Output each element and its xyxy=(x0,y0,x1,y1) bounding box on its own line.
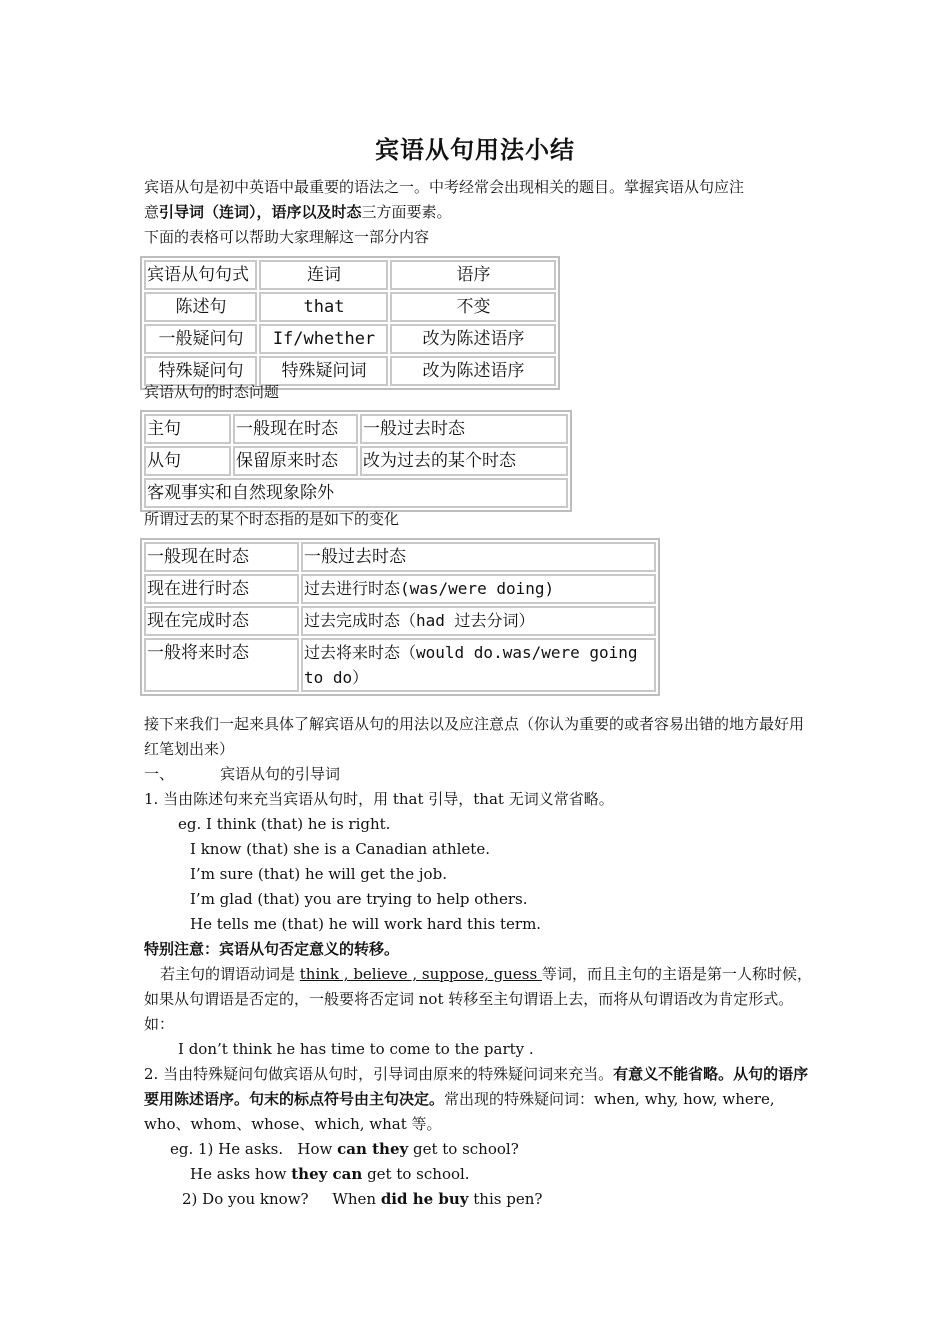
intro-line1: 宾语从句是初中英语中最重要的语法之一。中考经常会出现相关的题目。掌握宾语从句应注 xyxy=(144,178,745,196)
next-paragraph: 接下来我们一起来具体了解宾语从句的用法以及应注意点（你认为重要的或者容易出错的地方最好用红笔划出来） xyxy=(144,715,805,758)
example-text: this pen? xyxy=(468,1190,543,1208)
intro-line2-suffix: 三方面要素。 xyxy=(361,203,452,221)
example-line xyxy=(182,1187,542,1212)
example-bold: did he buy xyxy=(380,1190,469,1208)
table-cell: 改为陈述语序 xyxy=(390,356,556,386)
table-row xyxy=(144,292,556,322)
page-title: 宾语从句用法小结 xyxy=(375,135,575,164)
table-cell: 连词 xyxy=(259,260,388,290)
table-cell: 一般疑问句 xyxy=(144,324,257,354)
table-cell: 保留原来时态 xyxy=(233,446,358,476)
table-cell: that xyxy=(259,292,388,322)
special-note-text: 特别注意：宾语从句否定意义的转移。 xyxy=(144,940,400,958)
table-cell: 一般现在时态 xyxy=(144,542,299,572)
transfer-example: I don’t think he has time to come to the party . xyxy=(178,1040,534,1058)
transfer-prefix: 若主句的谓语动词是 xyxy=(160,965,300,983)
table-row xyxy=(144,260,556,290)
table-cell: 现在进行时态 xyxy=(144,574,299,604)
example-bold: can they xyxy=(337,1140,409,1158)
example-text: He asks how xyxy=(190,1165,292,1183)
table-row xyxy=(144,638,656,692)
table-cell: 一般过去时态 xyxy=(360,414,568,444)
conjunction-table xyxy=(140,256,560,390)
intro-line3: 下面的表格可以帮助大家理解这一部分内容 xyxy=(144,228,430,246)
example-line: He tells me (that) he will work hard this term. xyxy=(190,915,542,933)
table-cell: 语序 xyxy=(390,260,556,290)
section1-number: 一、 xyxy=(144,765,175,783)
example-text: get to school. xyxy=(362,1165,470,1183)
point2-paragraph xyxy=(144,1062,812,1137)
tense-change-table xyxy=(140,538,660,696)
point1-text: 1. 当由陈述句来充当宾语从句时，用 that 引导，that 无词义常省略。 xyxy=(144,790,614,808)
section1-heading xyxy=(144,762,340,787)
table-cell: 特殊疑问句 xyxy=(144,356,257,386)
table-cell: 客观事实和自然现象除外 xyxy=(144,478,568,508)
example-line: I’m glad (that) you are trying to help others. xyxy=(190,890,528,908)
change-caption: 所谓过去的某个时态指的是如下的变化 xyxy=(144,510,400,528)
example-text: get to school? xyxy=(408,1140,519,1158)
table-cell: 过去进行时态(was/were doing) xyxy=(301,574,656,604)
example-line xyxy=(170,1137,519,1162)
table-cell: 特殊疑问词 xyxy=(259,356,388,386)
transfer-suffix: 等词，而且主句的主语是第一人称时候，如果从句谓语是否定的，一般要将否定词 not 转移至主句谓语上去，而将从句谓语改为肯定形式。如： xyxy=(144,965,812,1033)
example-text: 2) Do you know? When xyxy=(182,1190,381,1208)
example-line xyxy=(190,1162,470,1187)
table-cell: 宾语从句句式 xyxy=(144,260,257,290)
example-line: I’m sure (that) he will get the job. xyxy=(190,865,447,883)
table-cell: If/whether xyxy=(259,324,388,354)
table-row xyxy=(144,606,656,636)
table-row xyxy=(144,324,556,354)
table-cell: 过去完成时态（had 过去分词） xyxy=(301,606,656,636)
intro-paragraph xyxy=(144,175,812,250)
special-note xyxy=(144,937,399,962)
point2-bold: 有意义不能省略。从句的语序要用陈述语序。句末的标点符号由主句决定。 xyxy=(144,1065,809,1108)
table-cell: 一般过去时态 xyxy=(301,542,656,572)
example-line: I know (that) she is a Canadian athlete. xyxy=(190,840,490,858)
table-row xyxy=(144,574,656,604)
intro-line2-prefix: 意 xyxy=(144,203,160,221)
table-cell: 从句 xyxy=(144,446,231,476)
intro-line2-bold: 引导词（连词），语序以及时态 xyxy=(159,203,362,221)
table-row xyxy=(144,446,568,476)
table-cell: 一般现在时态 xyxy=(233,414,358,444)
tense-table xyxy=(140,410,572,512)
section1-title: 宾语从句的引导词 xyxy=(220,765,341,783)
table-cell: 不变 xyxy=(390,292,556,322)
table-cell: 一般将来时态 xyxy=(144,638,299,692)
example-bold: they can xyxy=(291,1165,363,1183)
point2-suffix: 常出现的特殊疑问词：when, why, how, where, who、whom、whose、which, what 等。 xyxy=(144,1090,775,1133)
table-row xyxy=(144,414,568,444)
table-cell: 过去将来时态（would do.was/were going to do） xyxy=(301,638,656,692)
tense-caption: 宾语从句的时态问题 xyxy=(144,383,280,401)
table-cell: 主句 xyxy=(144,414,231,444)
negation-transfer-paragraph xyxy=(144,962,812,1037)
example-line: eg. I think (that) he is right. xyxy=(178,815,391,833)
example-text: eg. 1) He asks. How xyxy=(170,1140,338,1158)
table-row xyxy=(144,542,656,572)
table-cell: 改为陈述语序 xyxy=(390,324,556,354)
table-row xyxy=(144,478,568,508)
table-cell: 改为过去的某个时态 xyxy=(360,446,568,476)
point2-prefix: 2. 当由特殊疑问句做宾语从句时，引导词由原来的特殊疑问词来充当。 xyxy=(144,1065,614,1083)
transfer-verbs: think , believe , suppose, guess xyxy=(299,965,542,983)
table-cell: 现在完成时态 xyxy=(144,606,299,636)
table-cell: 陈述句 xyxy=(144,292,257,322)
